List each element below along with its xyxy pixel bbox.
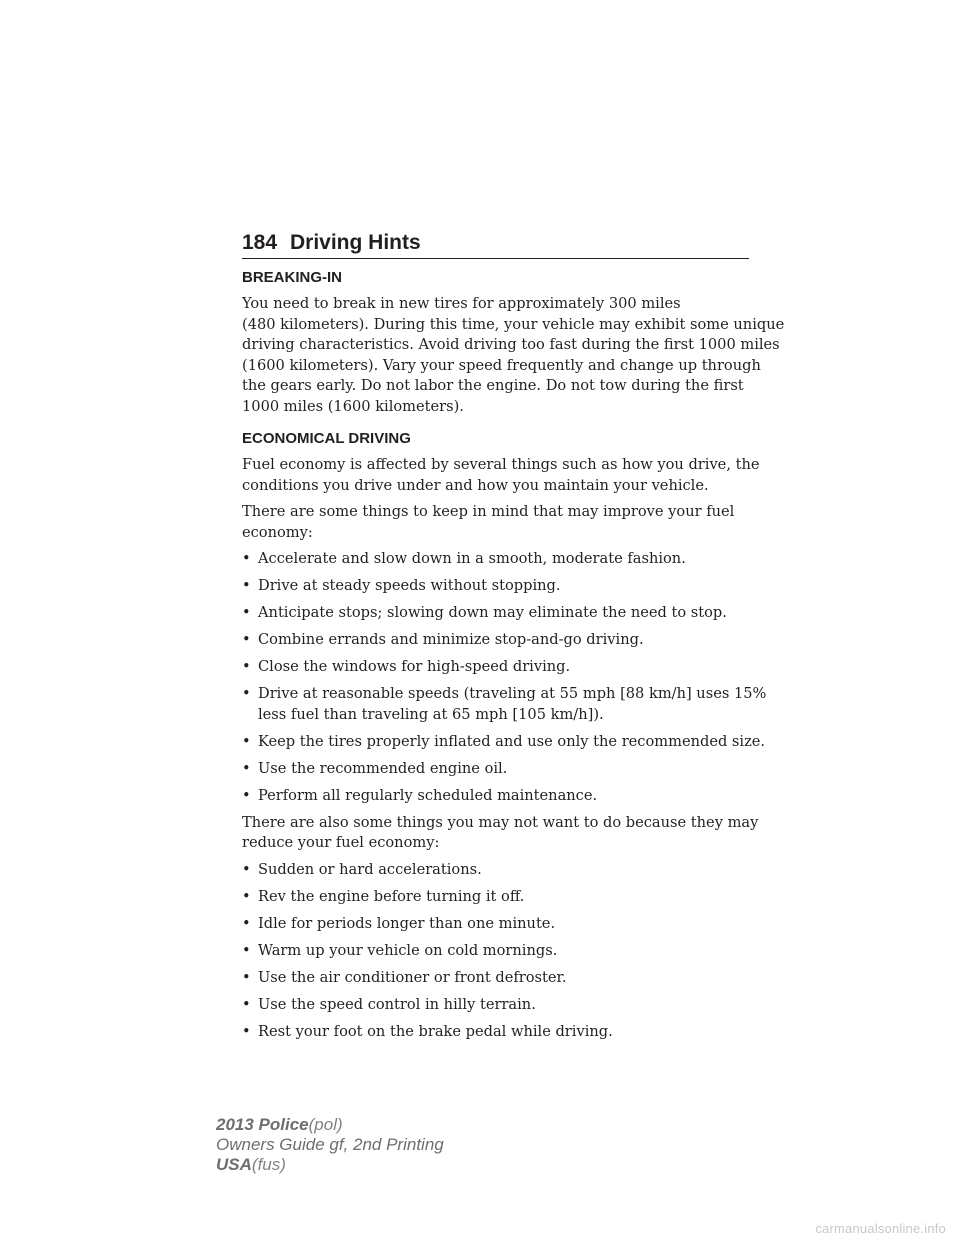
bullet-icon: •	[242, 887, 251, 905]
bullet-item	[242, 732, 766, 753]
bullet-text-line: Warm up your vehicle on cold mornings.	[258, 941, 558, 959]
bullet-text	[258, 968, 752, 989]
bullet-icon: •	[242, 941, 251, 959]
bullet-icon: •	[242, 995, 251, 1013]
bullet-text	[258, 860, 752, 881]
bullet-item	[242, 1022, 752, 1043]
bullet-text-line: Use the recommended engine oil.	[258, 759, 508, 777]
bullet-icon: •	[242, 658, 251, 675]
paragraph-line: 1000 miles (1600 kilometers).	[242, 397, 464, 415]
improve-tips-list	[242, 549, 767, 806]
bullet-text	[258, 759, 752, 780]
reduce-intro	[242, 813, 759, 854]
bullet-text-line: Idle for periods longer than one minute.	[258, 914, 556, 932]
bullet-text	[258, 630, 752, 651]
page-content	[242, 268, 785, 1049]
document-footer	[216, 1115, 444, 1175]
bullet-item	[242, 995, 752, 1016]
footer-line-market	[216, 1155, 444, 1175]
paragraph-line: You need to break in new tires for approximately 300 miles	[242, 295, 681, 312]
bullet-text-line: less fuel than traveling at 65 mph [105 km/h]).	[258, 705, 604, 723]
bullet-icon: •	[242, 1022, 251, 1040]
improve-intro	[242, 502, 752, 543]
paragraph-line: economy:	[242, 523, 313, 541]
bullet-text-line: Anticipate stops; slowing down may eliminate the need to stop.	[258, 604, 727, 621]
bullet-item	[242, 860, 752, 881]
bullet-text-line: Combine errands and minimize stop-and-go driving.	[258, 631, 644, 648]
bullet-text	[258, 914, 752, 935]
header-divider	[242, 258, 749, 259]
bullet-text	[258, 657, 752, 678]
paragraph-line: (1600 kilometers). Vary your speed frequently and change up through	[242, 356, 761, 374]
bullet-item	[242, 657, 752, 678]
bullet-text-line: Rev the engine before turning it off.	[258, 887, 525, 905]
bullet-text	[258, 941, 752, 962]
bullet-icon: •	[242, 732, 251, 750]
footer-model: 2013 Police	[216, 1115, 309, 1134]
bullet-text-line: Rest your foot on the brake pedal while driving.	[258, 1022, 613, 1040]
bullet-icon: •	[242, 604, 251, 621]
bullet-item	[242, 887, 752, 908]
bullet-text	[258, 786, 752, 807]
bullet-item	[242, 914, 752, 935]
page-header	[242, 229, 749, 259]
bullet-item	[242, 603, 752, 624]
bullet-icon: •	[242, 914, 251, 932]
bullet-text-line: Perform all regularly scheduled maintenance.	[258, 786, 598, 804]
paragraph-line: the gears early. Do not labor the engine. Do not tow during the first	[242, 377, 744, 394]
paragraph-line: Fuel economy is affected by several things such as how you drive, the	[242, 456, 760, 473]
bullet-icon: •	[242, 685, 251, 702]
paragraph-line: There are some things to keep in mind that may improve your fuel	[242, 503, 735, 520]
bullet-item	[242, 786, 752, 807]
bullet-icon: •	[242, 786, 251, 804]
footer-market: USA	[216, 1155, 252, 1174]
bullet-text-line: Keep the tires properly inflated and use only the recommended size.	[258, 732, 766, 750]
watermark: carmanualsonline.info	[815, 1221, 946, 1236]
avoid-tips-list	[242, 860, 752, 1043]
bullet-item	[242, 684, 767, 725]
paragraph-line: conditions you drive under and how you maintain your vehicle.	[242, 476, 709, 494]
bullet-icon: •	[242, 759, 251, 777]
bullet-text	[258, 1022, 752, 1043]
bullet-text	[258, 684, 767, 725]
section-title: Driving Hints	[290, 231, 421, 254]
bullet-text	[258, 549, 752, 570]
bullet-icon: •	[242, 550, 251, 567]
bullet-item	[242, 968, 752, 989]
bullet-text-line: Accelerate and slow down in a smooth, moderate fashion.	[258, 550, 686, 567]
bullet-text	[258, 732, 766, 753]
bullet-icon: •	[242, 860, 251, 878]
economical-driving-heading: ECONOMICAL DRIVING	[242, 430, 411, 447]
fuel-economy-intro	[242, 455, 760, 496]
page-number: 184	[242, 231, 278, 254]
footer-market-code: (fus)	[251, 1155, 286, 1174]
bullet-text-line: Use the air conditioner or front defroster.	[258, 968, 567, 986]
bullet-text	[258, 576, 752, 597]
bullet-text	[258, 995, 752, 1016]
bullet-item	[242, 576, 752, 597]
bullet-item	[242, 759, 752, 780]
footer-model-code: (pol)	[308, 1115, 343, 1134]
paragraph-line: There are also some things you may not want to do because they may	[242, 813, 759, 831]
bullet-item	[242, 549, 752, 570]
bullet-icon: •	[242, 968, 251, 986]
bullet-item	[242, 941, 752, 962]
paragraph-line: driving characteristics. Avoid driving too fast during the first 1000 miles	[242, 336, 780, 353]
bullet-text-line: Drive at reasonable speeds (traveling at 55 mph [88 km/h] uses 15%	[258, 685, 767, 702]
bullet-text	[258, 603, 752, 624]
bullet-icon: •	[242, 577, 251, 594]
bullet-text	[258, 887, 752, 908]
footer-line-model	[216, 1115, 444, 1135]
bullet-text-line: Drive at steady speeds without stopping.	[258, 577, 561, 594]
breaking-in-heading: BREAKING-IN	[242, 269, 342, 286]
bullet-text-line: Use the speed control in hilly terrain.	[258, 995, 536, 1013]
footer-guide: Owners Guide gf, 2nd Printing	[216, 1135, 444, 1154]
paragraph-line: reduce your fuel economy:	[242, 834, 440, 851]
paragraph-line: (480 kilometers). During this time, your vehicle may exhibit some unique	[242, 315, 785, 333]
breaking-in-paragraph	[242, 294, 785, 417]
bullet-item	[242, 630, 752, 651]
bullet-text-line: Sudden or hard accelerations.	[258, 860, 482, 878]
bullet-icon: •	[242, 631, 251, 648]
bullet-text-line: Close the windows for high-speed driving.	[258, 658, 571, 675]
